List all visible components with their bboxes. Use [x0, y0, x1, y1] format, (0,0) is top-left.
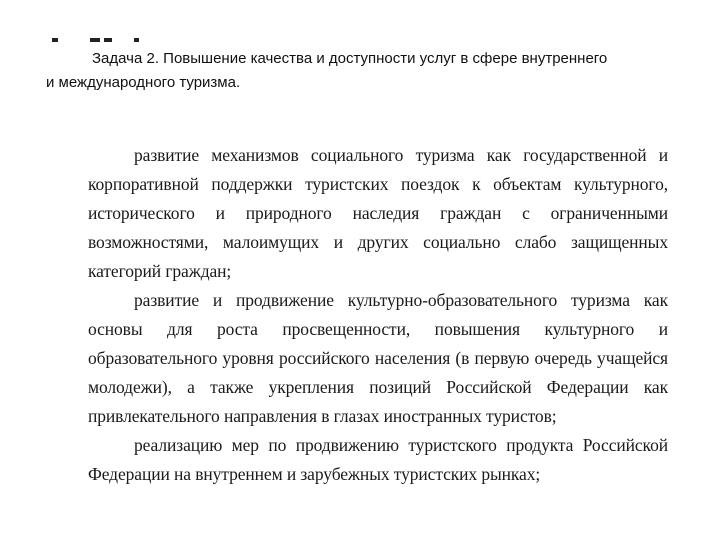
task-heading	[46, 47, 686, 95]
text-line: образовательного уровня российского населения (в первую очередь учащейся	[88, 348, 668, 368]
paragraph-cultural-tourism	[42, 286, 668, 431]
text-line: молодежи), а также укрепления позиций Российской Федерации как	[88, 377, 668, 397]
text-line: корпоративной поддержки туристских поездок к объектам культурного,	[88, 174, 668, 194]
scan-artifact	[52, 38, 142, 44]
text-line: основы для роста просвещенности, повышения культурного и	[88, 319, 668, 339]
text-line: Федерации на внутреннем и зарубежных туристских рынках;	[88, 464, 541, 484]
task-heading-line-1: Задача 2. Повышение качества и доступности услуг в сфере внутреннего	[92, 50, 608, 67]
text-line: реализацию мер по продвижению туристского продукта Российской	[134, 435, 668, 455]
body-text	[42, 141, 668, 489]
text-line: возможностями, малоимущих и других социально слабо защищенных	[88, 232, 668, 252]
text-line: привлекательного направления в глазах иностранных туристов;	[88, 406, 557, 426]
text-line: исторического и природного наследия граждан с ограниченными	[88, 203, 668, 223]
task-heading-line-2: и международного туризма.	[46, 74, 241, 91]
text-line: развитие механизмов социального туризма как государственной и	[134, 145, 668, 165]
paragraph-social-tourism	[42, 141, 668, 286]
paragraph-promotion	[42, 431, 668, 489]
text-line: развитие и продвижение культурно-образовательного туризма как	[134, 290, 668, 310]
text-line: категорий граждан;	[88, 261, 232, 281]
